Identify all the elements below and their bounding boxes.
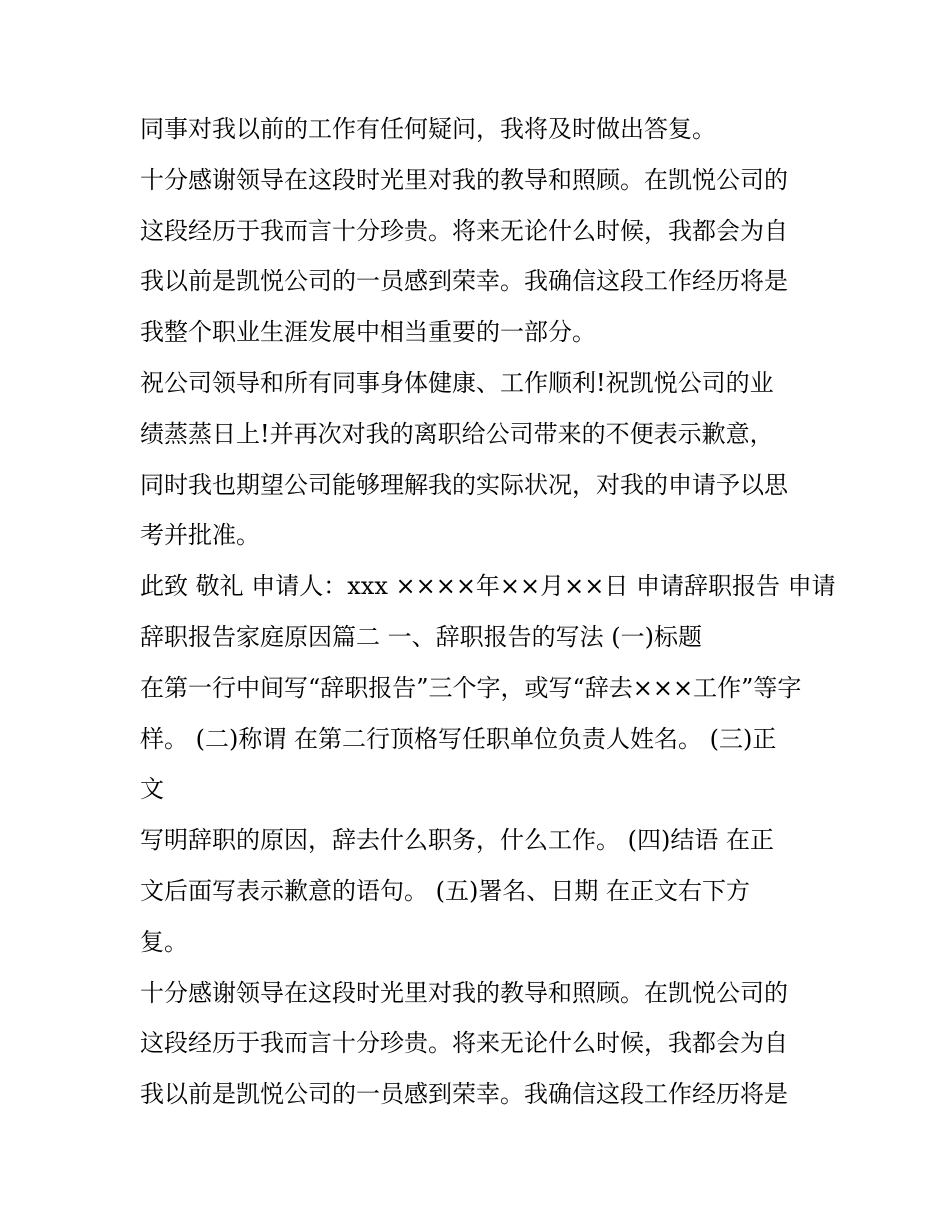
text-line: 文后面写表示歉意的语句。 (五)署名、日期 在正文右下方 (140, 876, 750, 905)
text-line: 在第一行中间写“辞职报告”三个字，或写“辞去×××工作”等字 (140, 673, 802, 702)
text-line: 样。 (二)称谓 在第二行顶格写任职单位负责人姓名。 (三)正 (140, 724, 777, 753)
text-line: 我以前是凯悦公司的一员感到荣幸。我确信这段工作经历将是 (140, 267, 788, 296)
text-line: 这段经历于我而言十分珍贵。将来无论什么时候，我都会为自 (140, 216, 788, 245)
text-line: 这段经历于我而言十分珍贵。将来无论什么时候，我都会为自 (140, 1029, 788, 1058)
text-line: 同事对我以前的工作有任何疑问，我将及时做出答复。 (140, 115, 716, 143)
text-line: 同时我也期望公司能够理解我的实际状况，对我的申请予以思 (140, 470, 788, 499)
text-line: 祝公司领导和所有同事身体健康、工作顺利!祝凯悦公司的业 (140, 368, 774, 397)
text-line: 考并批准。 (140, 521, 260, 550)
text-line: 辞职报告家庭原因篇二 一、辞职报告的写法 (一)标题 (140, 622, 702, 651)
text-line: 十分感谢领导在这段时光里对我的教导和照顾。在凯悦公司的 (140, 165, 788, 194)
text-line: 我整个职业生涯发展中相当重要的一部分。 (140, 318, 596, 347)
text-line: 文 (140, 775, 164, 804)
text-line: 复。 (140, 927, 188, 956)
document-body (140, 104, 836, 1120)
text-line: 写明辞职的原因，辞去什么职务，什么工作。 (四)结语 在正 (140, 826, 774, 855)
text-line: 我以前是凯悦公司的一员感到荣幸。我确信这段工作经历将是 (140, 1080, 788, 1109)
text-line: 此致 敬礼 申请人：xxx ××××年××月××日 申请辞职报告 申请 (140, 572, 836, 601)
text-line: 绩蒸蒸日上!并再次对我的离职给公司带来的不便表示歉意， (140, 419, 774, 448)
text-line: 十分感谢领导在这段时光里对我的教导和照顾。在凯悦公司的 (140, 978, 788, 1007)
